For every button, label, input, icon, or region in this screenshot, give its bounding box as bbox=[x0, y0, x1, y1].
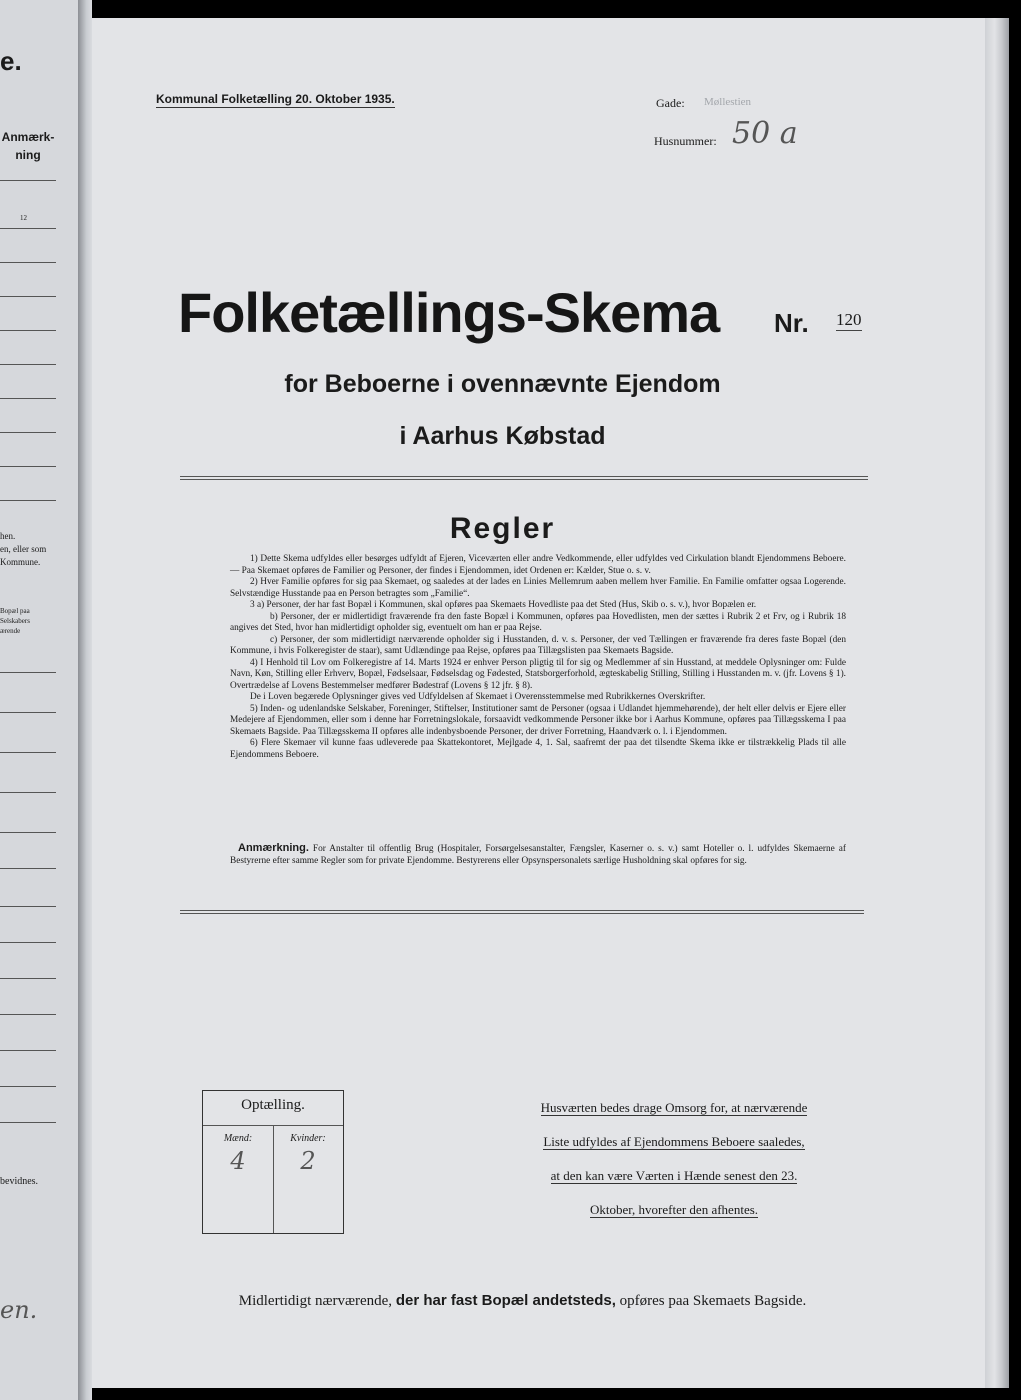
footer-note bbox=[92, 1292, 953, 1310]
rule-6: 6) Flere Skemaer vil kunne faas udleverede paa Skattekontoret, Mejlgade 4, 1. Sal, saafremt der paa det tilsendte Skema ikke er tilstrækkelig Plads til alle Ejendommens Beboere. bbox=[230, 738, 846, 760]
rule-5: 5) Inden- og udenlandske Selskaber, Foreninger, Stiftelser, Institutioner samt de Personer (ogsaa i Udlandet hjemmehørende), der helt eller delvis er Ejere eller Medejere af Ejendommen, eller som i denne har Forretningslokale, forsaavidt vedkommende Personer ikke bor i Aarhus Kommune, opføres paa Tillægsskema I paa Skemaets Bagside. Paa Tillægsskema II opføres alle indenbysboende Personer, der driver Forretning, Haandværk o. l. i Ejendommen. bbox=[230, 703, 846, 737]
count-box bbox=[202, 1090, 344, 1234]
rule-3b: b) Personer, der er midlertidigt fraværende fra den faste Bopæl i Kommunen, opføres paa Hovedlisten, men der sættes i Rubrik 2 et Frv, og i Rubrik 18 angives det Sted, hvor han midlertidigt opholder sig, eventuelt om han er paa Rejse. bbox=[230, 611, 846, 633]
form-title: Folketællings-Skema bbox=[178, 281, 720, 344]
form-subtitle-2: i Aarhus Købstad bbox=[399, 422, 606, 450]
form-subtitle-1: for Beboerne i ovennævnte Ejendom bbox=[284, 370, 721, 398]
rule-4: 4) I Henhold til Lov om Folkeregistre af 14. Marts 1924 er enhver Person pligtig til for sig og Medlemmer af sin Husstand, at meddele Oplysninger om: Fulde Navn, Køn, Stilling eller Erhverv, Bopæl, Fødselsaar, Fødselsdag og Fødested, Statsborgerforhold, ægteskabelig Stilling, Stilling i Husstanden m. v. (jfr. Lovens § 1). Overtrædelse af Lovens Bestemmelser medfører Bødestraf (Lovens § 12 jfr. § 8). bbox=[230, 657, 846, 691]
instruction-line-2: Liste udfyldes af Ejendommens Beboere saaledes, bbox=[543, 1134, 805, 1149]
left-page-fragment: e. bbox=[0, 46, 22, 76]
men-value: 4 bbox=[230, 1147, 246, 1175]
left-page bbox=[0, 0, 80, 1400]
census-form-page bbox=[92, 18, 985, 1388]
divider-top bbox=[180, 476, 868, 480]
form-number-label: Nr. bbox=[774, 308, 809, 338]
women-value: 2 bbox=[300, 1147, 316, 1175]
left-note-3: bevidnes. bbox=[0, 1176, 39, 1187]
house-number-label: Husnummer: bbox=[654, 134, 717, 148]
instructions-block bbox=[506, 1100, 842, 1236]
rule-4b: De i Loven begærede Oplysninger gives ved Udfyldelsen af Skemaet i Overensstemmelse med Rubrikkernes Overskrifter. bbox=[250, 692, 706, 702]
rule-1: 1) Dette Skema udfyldes eller besørges udfyldt af Ejeren, Viceværten eller andre Vedkommende, eller udfyldes ved Cirkulation blandt Ejendommens Beboere. — Paa Skemaet opføres de Familier og Personer, der findes i Ejendommen, idet Ordenen er: Kælder, Stue o. s. v. bbox=[230, 554, 846, 576]
census-title: Kommunal Folketælling 20. Oktober 1935. bbox=[156, 92, 395, 106]
street-label: Gade: bbox=[656, 96, 685, 110]
rule-2: 2) Hver Familie opføres for sig paa Skemaet, og saaledes at der lades en Linies Mellemrum aaben mellem hver Familie. En Familie omfatter ogsaa Logerende. Selvstændige Husstande paa en Person betragtes som „Familie“. bbox=[230, 577, 846, 599]
rule-3c: c) Personer, der som midlertidigt nærværende opholder sig i Husstanden, d. v. s. Personer, der ved Tællingen er fraværende fra deres faste Bopæl (den Kommune, i hvis Folkeregister de staar), samt Udlændinge paa Rejse, opføres paa Tillægslisten paa Skemaets Bagside. bbox=[230, 634, 846, 656]
book-spine bbox=[78, 0, 92, 1400]
instruction-line-3: at den kan være Værten i Hænde senest den 23. bbox=[550, 1168, 798, 1183]
left-column-number: 12 bbox=[20, 214, 27, 222]
form-number-value: 120 bbox=[836, 310, 862, 329]
note-text: For Anstalter til offentlig Brug (Hospitaler, Forsørgelsesanstalter, Fængsler, Kaserner o. s. v.) samt Hoteller o. l. udfyldes Skemaerne af Bestyrerne efter samme Regler som for private Ejendomme. Bestyrerens eller Opsynspersonalets særlige Husholdning skal opføres for sig. bbox=[230, 844, 846, 866]
rule-3a: 3 a) Personer, der har fast Bopæl i Kommunen, skal opføres paa Skemaets Hovedliste paa det Sted (Hus, Skib o. s. v.), hvor Bopælen er. bbox=[250, 600, 757, 610]
house-number-value: 50 a bbox=[732, 116, 798, 151]
page-edge bbox=[985, 18, 1009, 1388]
rules-body bbox=[230, 554, 846, 761]
left-note-1: hen. en, eller som Kommune. bbox=[0, 531, 47, 567]
note-block bbox=[230, 842, 846, 867]
instruction-line-4: Oktober, hvorefter den afhentes. bbox=[589, 1202, 759, 1217]
men-label: Mænd: bbox=[223, 1133, 253, 1144]
rules-heading: Regler bbox=[449, 512, 556, 545]
note-label: Anmærkning. bbox=[238, 842, 309, 854]
street-value: Møllestien bbox=[704, 96, 752, 108]
footer-part-2: der har fast Bopæl andetsteds, bbox=[395, 1292, 616, 1309]
left-handwriting: en. bbox=[0, 1296, 38, 1324]
footer-part-1: Midlertidigt nærværende, bbox=[238, 1293, 393, 1309]
divider-bottom bbox=[180, 910, 864, 914]
left-column-header: Anmærk- ning bbox=[1, 130, 55, 162]
women-label: Kvinder: bbox=[290, 1133, 326, 1144]
left-note-2: Bopæl paa Selskabers ærende bbox=[0, 607, 30, 635]
instruction-line-1: Husværten bedes drage Omsorg for, at nærværende bbox=[540, 1100, 808, 1115]
footer-part-3: opføres paa Skemaets Bagside. bbox=[619, 1293, 807, 1309]
count-box-title: Optælling. bbox=[241, 1097, 305, 1113]
